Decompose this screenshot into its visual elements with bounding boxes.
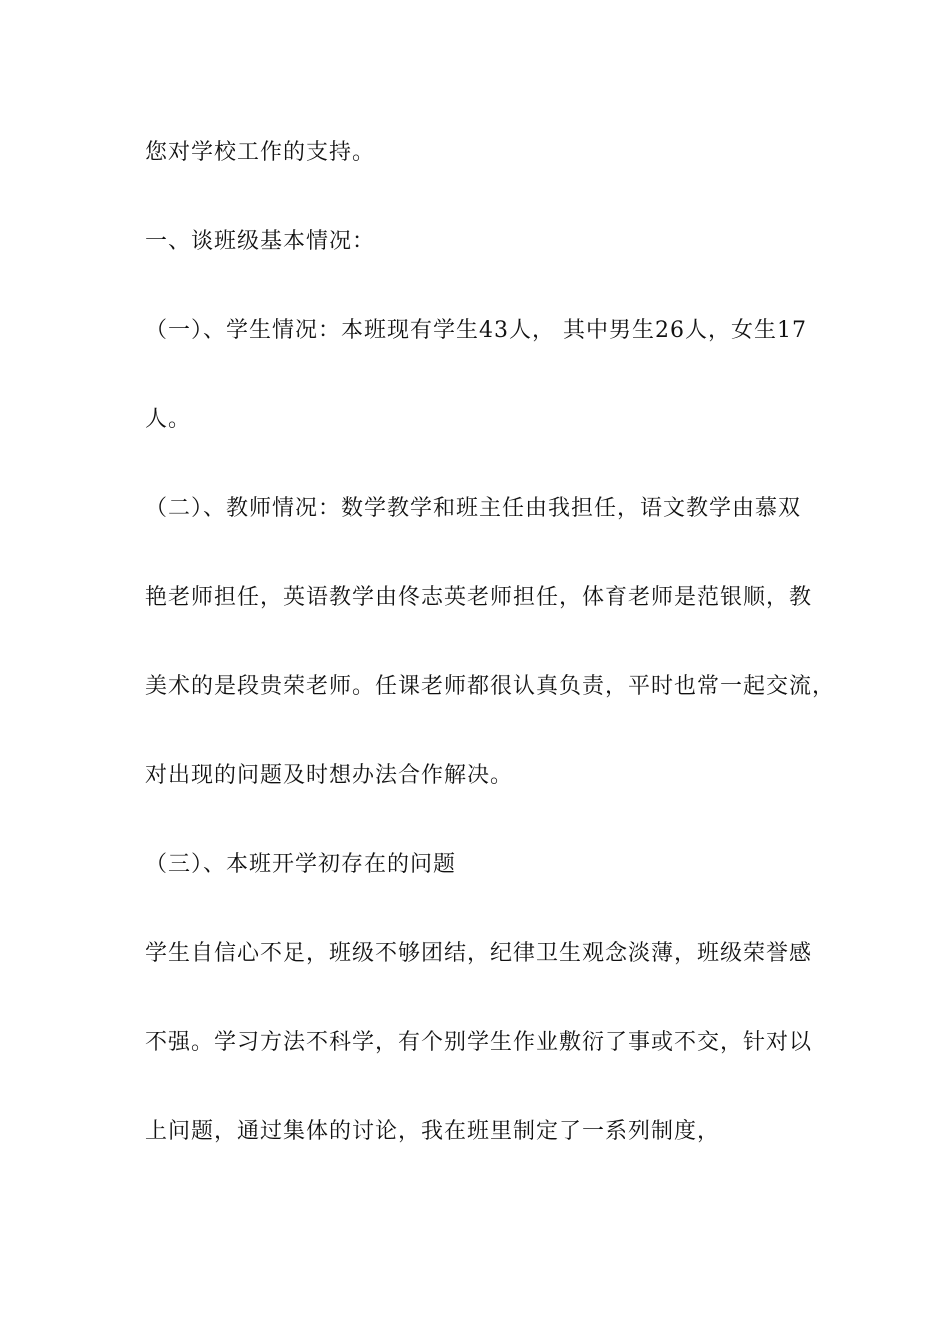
text-line-12: 上问题，通过集体的讨论，我在班里制定了一系列制度， (145, 1119, 721, 1144)
text-line-7: 美术的是段贵荣老师。任课老师都很认真负责，平时也常一起交流， (145, 674, 836, 699)
text-line-6: 艳老师担任，英语教学由佟志英老师担任，体育老师是范银顺，教 (145, 585, 813, 610)
text-line-8: 对出现的问题及时想办法合作解决。 (145, 763, 514, 788)
text-line-10: 学生自信心不足，班级不够团结，纪律卫生观念淡薄，班级荣誉感 (145, 941, 813, 966)
text-line-4: 人。 (145, 407, 192, 432)
section-heading-1: 一、谈班级基本情况： (145, 229, 376, 254)
text-line-3: （一）、学生情况：本班现有学生43人， 其中男生26人，女生17 (145, 318, 807, 343)
text-line-5: （二）、教师情况：数学教学和班主任由我担任，语文教学由慕双 (145, 496, 802, 521)
text-line-1: 您对学校工作的支持。 (145, 140, 376, 165)
text-line-11: 不强。学习方法不科学，有个别学生作业敷衍了事或不交，针对以 (145, 1030, 813, 1055)
subsection-heading-3: （三）、本班开学初存在的问题 (145, 852, 457, 877)
